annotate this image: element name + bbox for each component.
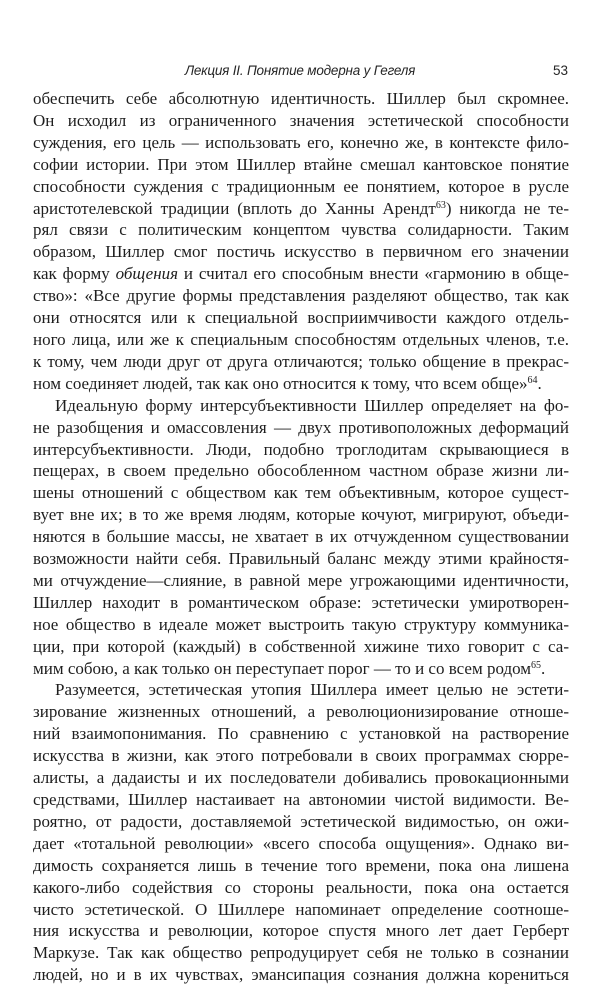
text-line: ное общество в идеале может выстроить такую структуру коммуника- bbox=[33, 614, 569, 634]
text-line: роятно, от радости, доставляемой эстетической видимостью, он ожи- bbox=[33, 811, 569, 831]
text-line: зирование жизненных отношений, а революционизирование отноше- bbox=[33, 702, 569, 722]
text-line: рял связи с политическим концептом чувства солидарности. Таким bbox=[33, 220, 569, 240]
text-line: няются в большие массы, не хватает в их отчужденном существовании bbox=[33, 527, 569, 547]
text-line: пещерах, в своем предельно обособленном частном образе жизни ли- bbox=[33, 461, 569, 481]
text-segment: ) никогда не те- bbox=[445, 198, 569, 218]
text-line: ции, при которой (каждый) в собственной хижине тихо говорит с са- bbox=[33, 636, 569, 656]
text-line: интерсубъективности. Люди, подобно троглодитам скрывающиеся в bbox=[33, 439, 569, 459]
text-line bbox=[33, 198, 569, 220]
text-segment: аристотелевской традиции (вплоть до Ханны Арендт bbox=[33, 198, 436, 218]
text-line: людей, но и в их чувствах, эмансипация сознания должна корениться bbox=[33, 965, 569, 985]
text-line: ство»: «Все другие формы представления разделяют общество, так как bbox=[33, 286, 569, 306]
paragraph bbox=[33, 395, 569, 680]
text-segment: ном соединяет людей, так как оно относится к тому, что всем обще» bbox=[33, 373, 528, 393]
text-line: вует вне их; в то же время людям, которые кочуют, мигрируют, объеди- bbox=[33, 505, 569, 525]
text-line bbox=[33, 373, 569, 395]
text-line: Разумеется, эстетическая утопия Шиллера имеет целью не эстети- bbox=[55, 680, 569, 700]
text-line bbox=[33, 263, 569, 285]
text-line: ного лица, или же к специальным способностям отдельных членов, т.е. bbox=[33, 329, 569, 349]
text-line: алисты, а дадаисты и их последователи добивались провокационными bbox=[33, 768, 569, 788]
text-segment: мим собою, а как только он переступает порог — то и со всем родом bbox=[33, 658, 532, 678]
text-line: Шиллер находит в романтическом образе: эстетически умиротворен- bbox=[33, 592, 569, 612]
text-line: какого-либо содействия со стороны реальности, пока она остается bbox=[33, 877, 569, 897]
paragraph bbox=[33, 88, 569, 395]
text-line: ния искусства и революции, которое спустя много лет дает Герберт bbox=[33, 921, 569, 941]
text-line bbox=[33, 658, 569, 680]
footnote-ref[interactable]: 65 bbox=[531, 659, 542, 671]
running-head bbox=[0, 60, 600, 82]
paragraph bbox=[33, 679, 569, 986]
text-segment: . bbox=[537, 373, 542, 393]
text-line: не разобщения и омассовления — двух противоположных деформаций bbox=[33, 417, 569, 437]
text-segment: и считал его способным внести «гармонию в обще- bbox=[178, 264, 569, 284]
text-line: Он исходил из ограниченного значения эстетической способности bbox=[33, 110, 569, 130]
text-line: шены отношений с обществом как тем объективным, которое сущест- bbox=[33, 483, 569, 503]
footnote-ref[interactable]: 63 bbox=[435, 199, 446, 211]
text-segment: . bbox=[541, 658, 546, 678]
text-body bbox=[33, 88, 569, 986]
text-line: способности суждения с традиционным ее понятием, которое в русле bbox=[33, 176, 569, 196]
text-line: ний взаимопонимания. По сравнению с установкой на растворение bbox=[33, 724, 569, 744]
text-line: чисто эстетической. О Шиллере напоминает определение соотноше- bbox=[33, 899, 569, 919]
emphasis-word: общения bbox=[115, 264, 179, 284]
text-line: Идеальную форму интерсубъективности Шиллер определяет на фо- bbox=[55, 395, 569, 415]
text-line: суждения, его цель — использовать его, конечно же, в контексте фило- bbox=[33, 132, 569, 152]
text-line: ми отчуждение—слияние, в равной мере угрожающими идентичности, bbox=[33, 570, 569, 590]
text-line: софии истории. При этом Шиллер втайне смешал кантовское понятие bbox=[33, 154, 569, 174]
text-line: димость сохраняется лишь в течение того времени, пока она лишена bbox=[33, 855, 569, 875]
text-line: образом, Шиллер смог постичь искусство в первичном его значении bbox=[33, 242, 569, 262]
page-number: 53 bbox=[552, 63, 568, 78]
running-title: Лекция II. Понятие модерна у Гегеля bbox=[184, 63, 416, 78]
text-line: Маркузе. Так как общество репродуцирует себя не только в сознании bbox=[33, 943, 569, 963]
text-line: средствами, Шиллер настаивает на автономии чистой видимости. Ве- bbox=[33, 790, 569, 809]
text-line: искусства в жизни, как этого потребовали в своих программах сюрре- bbox=[33, 746, 569, 766]
text-segment: как форму bbox=[33, 264, 116, 284]
text-line: к тому, чем люди друг от друга отличаются; только общение в прекрас- bbox=[33, 351, 569, 371]
text-line: они относятся или к специальной восприимчивости каждого отдель- bbox=[33, 308, 569, 328]
text-line: дает «тотальной революции» «всего способа ощущения». Однако ви- bbox=[33, 833, 569, 853]
text-line: возможности найти себя. Правильный баланс между этими крайностя- bbox=[33, 549, 569, 569]
footnote-ref[interactable]: 64 bbox=[527, 374, 538, 386]
text-line: обеспечить себе абсолютную идентичность. Шиллер был скромнее. bbox=[33, 89, 569, 108]
